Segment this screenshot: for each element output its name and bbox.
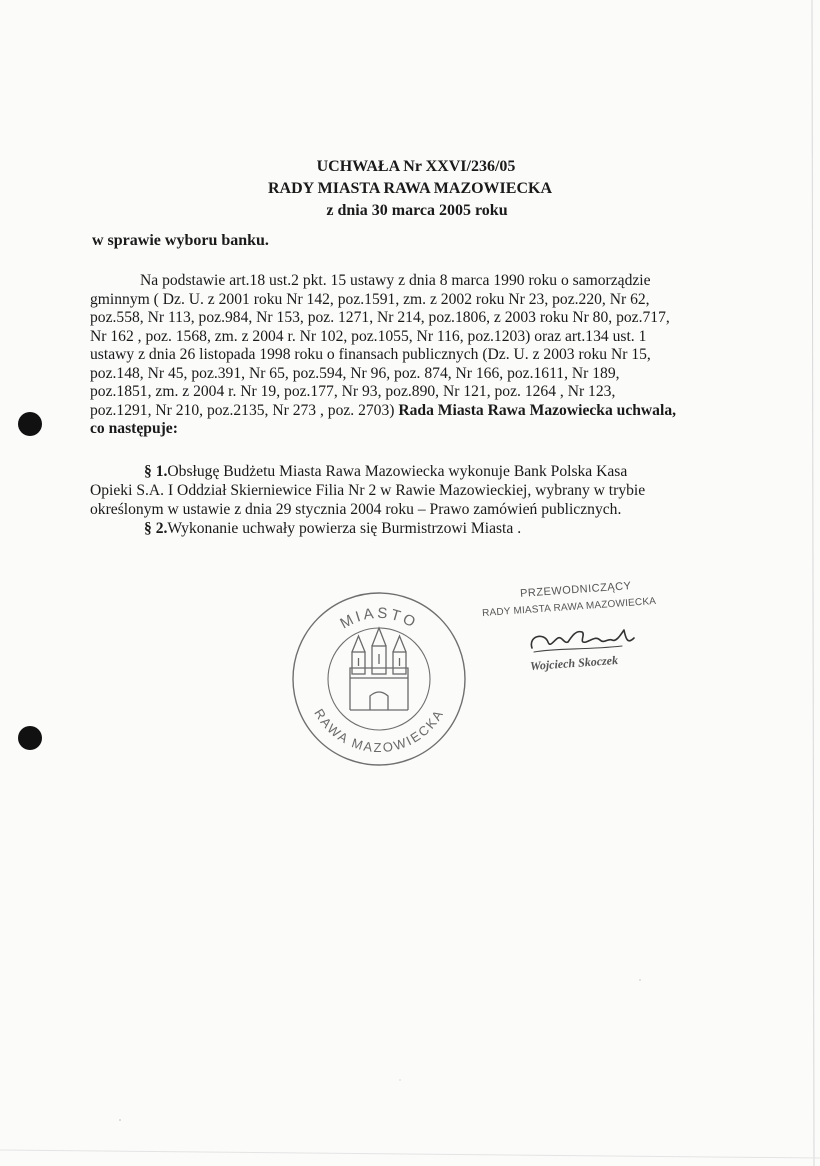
preamble-line: poz.1851, zm. z 2004 r. Nr 19, poz.177, Nr 93, poz.890, Nr 121, poz. 1264 , Nr 123, [90, 383, 616, 400]
seal-bottom-text: RAWA MAZOWIECKA [311, 706, 447, 756]
resolution-subject: w sprawie wyboru banku. [92, 232, 269, 249]
chairman-signature-stamp [482, 580, 692, 690]
signatory-name: Wojciech Skoczek [529, 652, 619, 674]
castle-emblem [350, 628, 408, 710]
preamble-line-text: poz.1291, Nr 210, poz.2135, Nr 273 , poz. 2703) [90, 401, 395, 419]
document-title [0, 156, 820, 222]
preamble-line: Na podstawie art.18 ust.2 pkt. 15 ustawy z dnia 8 marca 1990 roku o samorządzie [140, 272, 651, 289]
resolution-number: UCHWAŁA Nr XXVI/236/05 [316, 158, 516, 175]
town-seal [290, 590, 468, 768]
section-1-line: określonym w ustawie z dnia 29 stycznia 2004 roku – Prawo zamówień publicznych. [90, 501, 622, 518]
punch-hole-top [18, 412, 42, 436]
section-2-mark: § 2. [144, 520, 168, 537]
council-resolves: Rada Miasta Rawa Mazowiecka uchwala, [398, 401, 677, 419]
as-follows: co następuje: [90, 420, 178, 437]
section-1-line [90, 462, 730, 481]
seal-top-text: MIASTO [337, 604, 421, 633]
signature-title-2: RADY MIASTA RAWA MAZOWIECKA [481, 595, 657, 620]
preamble-line: poz.148, Nr 45, poz.391, Nr 65, poz.594, Nr 96, poz. 874, Nr 166, poz.1611, Nr 189, [90, 364, 620, 382]
signature-title-1: PRZEWODNICZĄCY [519, 580, 632, 600]
resolution-date: z dnia 30 marca 2005 roku [326, 202, 508, 219]
resolution-sections [90, 462, 730, 538]
preamble-line: ustawy z dnia 26 listopada 1998 roku o finansach publicznych (Dz. U. z 2003 roku Nr 15, [90, 346, 651, 363]
preamble-line: gminnym ( Dz. U. z 2001 roku Nr 142, poz.1591, zm. z 2002 roku Nr 23, poz.220, Nr 62, [90, 290, 650, 308]
section-1-text: Obsługę Budżetu Miasta Rawa Mazowiecka wykonuje Bank Polska Kasa [167, 463, 628, 480]
preamble-line-last [90, 402, 730, 421]
handwritten-signature [526, 618, 646, 656]
punch-hole-bottom [18, 726, 42, 750]
section-1-line: Opieki S.A. I Oddział Skierniewice Filia Nr 2 w Rawie Mazowieckiej, wybrany w trybie [90, 482, 646, 499]
section-2-line [90, 519, 730, 538]
council-name: RADY MIASTA RAWA MAZOWIECKA [267, 180, 553, 197]
section-1-mark: § 1. [144, 463, 168, 480]
section-2-text: Wykonanie uchwały powierza się Burmistrzowi Miasta . [167, 520, 522, 537]
preamble [90, 272, 730, 439]
preamble-line: poz.558, Nr 113, poz.984, Nr 153, poz. 1271, Nr 214, poz.1806, z 2003 roku Nr 80, poz.717, [90, 309, 670, 326]
preamble-line: Nr 162 , poz. 1568, zm. z 2004 r. Nr 102, poz.1055, Nr 116, poz.1203) oraz art.134 ust. 1 [90, 327, 647, 345]
